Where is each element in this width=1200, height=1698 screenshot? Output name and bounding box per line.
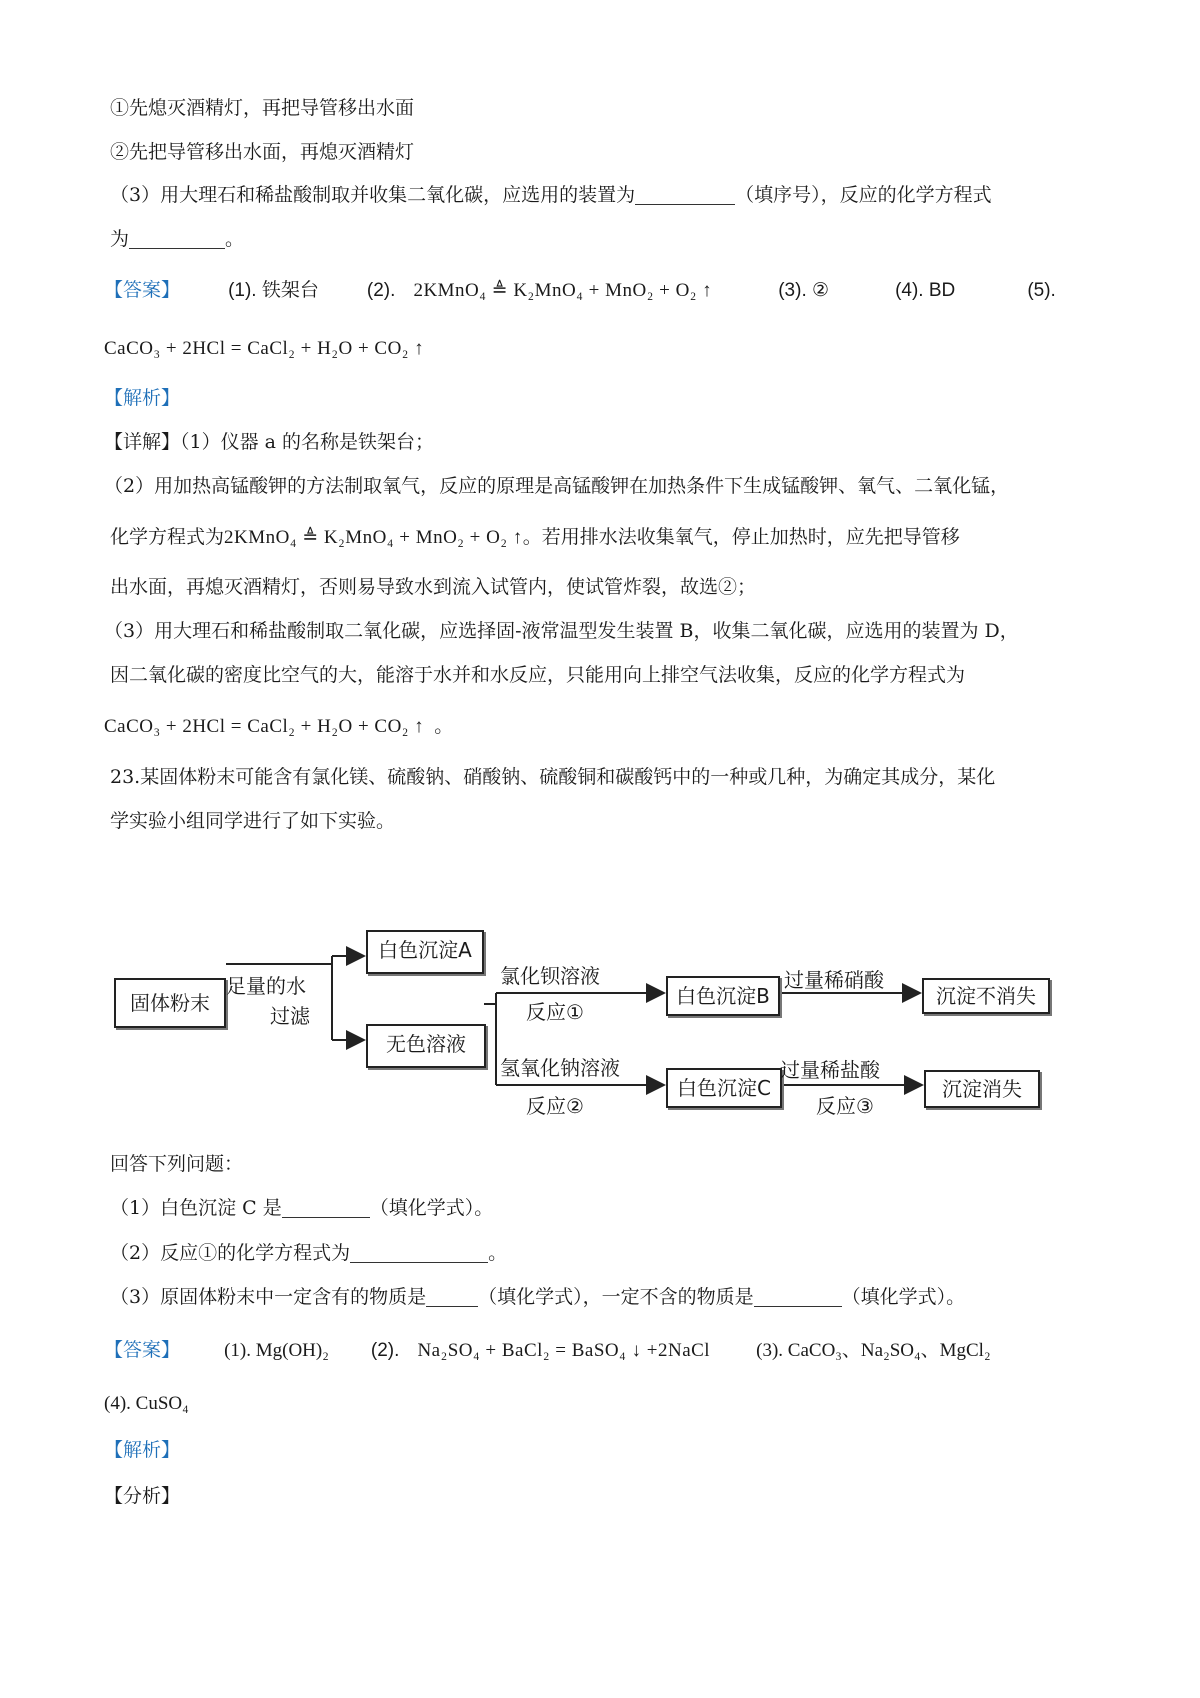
- sq3-text-b: （填化学式），一定不含的物质是: [478, 1286, 754, 1308]
- sub-question-3: [110, 1283, 965, 1311]
- fenxi-tag: 【分析】: [104, 1485, 181, 1507]
- box-colorless-solution: 无色溶液: [366, 1024, 486, 1068]
- sq1-text-a: （1）白色沉淀 C 是: [110, 1197, 282, 1219]
- detail-text-1: （1）仪器 a 的名称是铁架台；: [180, 431, 435, 453]
- q3-text-b: （填序号），反应的化学方程式: [735, 184, 992, 206]
- sq3-text-c: （填化学式）。: [841, 1286, 966, 1308]
- equation-na2so4: Na₂SO₄ + BaCl₂ = BaSO₄ ↓ +2NaCl: [417, 1340, 711, 1361]
- detail-line-5: （3）用大理石和稀盐酸制取二氧化碳，应选择固-液常温型发生装置 B，收集二氧化碳，应选用的装置为 D，: [104, 620, 1019, 642]
- detail-tag: 【详解】: [104, 431, 181, 453]
- q3-text-c: 为: [110, 228, 130, 250]
- sq2-blank: [350, 1242, 488, 1263]
- answer-2-item-4: (4). CuSO₄: [104, 1393, 189, 1414]
- sq1-blank: [282, 1197, 370, 1218]
- q23-line-2: 学实验小组同学进行了如下实验。: [110, 810, 396, 832]
- sq3-blank-2: [754, 1286, 842, 1307]
- answer-item-3: (3). ②: [778, 280, 830, 301]
- analysis-2-tag: 【解析】: [104, 1439, 181, 1461]
- questions-intro: 回答下列问题：: [110, 1153, 244, 1175]
- detail-line-3: [110, 523, 960, 552]
- answer-2-row: [104, 1336, 991, 1365]
- answer-2-tag: 【答案】: [104, 1339, 181, 1361]
- answer-item-2: (2).: [366, 280, 396, 301]
- label-naoh: 氢氧化钠溶液: [500, 1056, 620, 1080]
- label-water: 足量的水: [226, 974, 306, 998]
- label-hno3: 过量稀硝酸: [784, 968, 884, 992]
- label-reaction-3: 反应③: [816, 1094, 874, 1118]
- answer-item-5: (5).: [1027, 280, 1056, 301]
- box-precipitate-not-vanish: 沉淀不消失: [922, 978, 1050, 1014]
- sq3-blank-1: [426, 1286, 478, 1307]
- detail-line-7: [104, 712, 453, 741]
- equation-caco3-detail: CaCO₃ + 2HCl = CaCl₂ + H₂O + CO₂ ↑: [104, 716, 425, 737]
- box-white-precipitate-b: 白色沉淀B: [666, 976, 780, 1016]
- detail-line-4: 出水面，再熄灭酒精灯，否则易导致水到流入试管内，使试管炸裂，故选②；: [110, 576, 757, 598]
- box-white-precipitate-c: 白色沉淀C: [666, 1068, 782, 1108]
- box-precipitate-vanish: 沉淀消失: [924, 1070, 1040, 1108]
- q3-blank-1: [635, 184, 735, 205]
- sq1-text-b: （填化学式）。: [369, 1197, 494, 1219]
- option-1: ①先熄灭酒精灯，再把导管移出水面: [110, 97, 415, 119]
- sq2-text-b: 。: [488, 1242, 508, 1264]
- q23-line-1: 23.某固体粉末可能含有氯化镁、硫酸钠、硝酸钠、硫酸铜和碳酸钙中的一种或几种，为确定其成分，某化: [110, 766, 996, 788]
- answer-1-row: [104, 276, 1056, 305]
- detail-text-3-post: 。若用排水法收集氧气，停止加热时，应先把导管移: [522, 526, 960, 548]
- label-reaction-1: 反应①: [526, 1000, 584, 1024]
- sub-question-1: [110, 1194, 493, 1222]
- q3-blank-2: [129, 228, 225, 249]
- option-2: ②先把导管移出水面，再熄灭酒精灯: [110, 141, 415, 163]
- answer-2-item-2: (2).: [370, 1340, 400, 1361]
- detail-line-6: 因二氧化碳的密度比空气的大，能溶于水并和水反应，只能用向上排空气法收集，反应的化学方程式为: [110, 664, 966, 686]
- sub-question-2: [110, 1239, 507, 1267]
- question-3-line-1: [110, 181, 992, 209]
- equation-caco3-answer: CaCO₃ + 2HCl = CaCl₂ + H₂O + CO₂ ↑: [104, 338, 425, 359]
- answer-2-item-3: (3). CaCO₃、Na₂SO₄、MgCl₂: [756, 1340, 991, 1361]
- detail-line-2: （2）用加热高锰酸钾的方法制取氧气，反应的原理是高锰酸钾在加热条件下生成锰酸钾、氧气、二氧化锰，: [104, 475, 1010, 497]
- analysis-tag: 【解析】: [104, 387, 181, 409]
- detail-text-3-pre: 化学方程式为: [110, 526, 225, 548]
- q3-text-end: 。: [225, 228, 245, 250]
- label-hcl: 过量稀盐酸: [780, 1058, 880, 1082]
- answer-tag: 【答案】: [104, 279, 181, 301]
- detail-line-1: [104, 428, 434, 456]
- label-bacl2: 氯化钡溶液: [500, 964, 600, 988]
- detail-text-7-post: 。: [434, 715, 454, 737]
- label-filter: 过滤: [270, 1004, 310, 1028]
- sq3-text-a: （3）原固体粉末中一定含有的物质是: [110, 1286, 427, 1308]
- q3-text-a: （3）用大理石和稀盐酸制取并收集二氧化碳，应选用的装置为: [110, 184, 636, 206]
- question-3-line-2: [110, 225, 244, 253]
- answer-2-item-1: (1). Mg(OH)₂: [224, 1340, 329, 1361]
- box-solid-powder: 固体粉末: [114, 978, 226, 1028]
- answer-item-1: (1). 铁架台: [228, 280, 319, 301]
- sq2-text-a: （2）反应①的化学方程式为: [110, 1242, 351, 1264]
- equation-kmno4-detail: 2KMnO₄ ≜ K₂MnO₄ + MnO₂ + O₂ ↑: [224, 527, 523, 548]
- label-reaction-2: 反应②: [526, 1094, 584, 1118]
- equation-kmno4: 2KMnO₄ ≜ K₂MnO₄ + MnO₂ + O₂ ↑: [413, 280, 713, 301]
- box-white-precipitate-a: 白色沉淀A: [366, 930, 484, 974]
- answer-item-4: (4). BD: [895, 280, 956, 301]
